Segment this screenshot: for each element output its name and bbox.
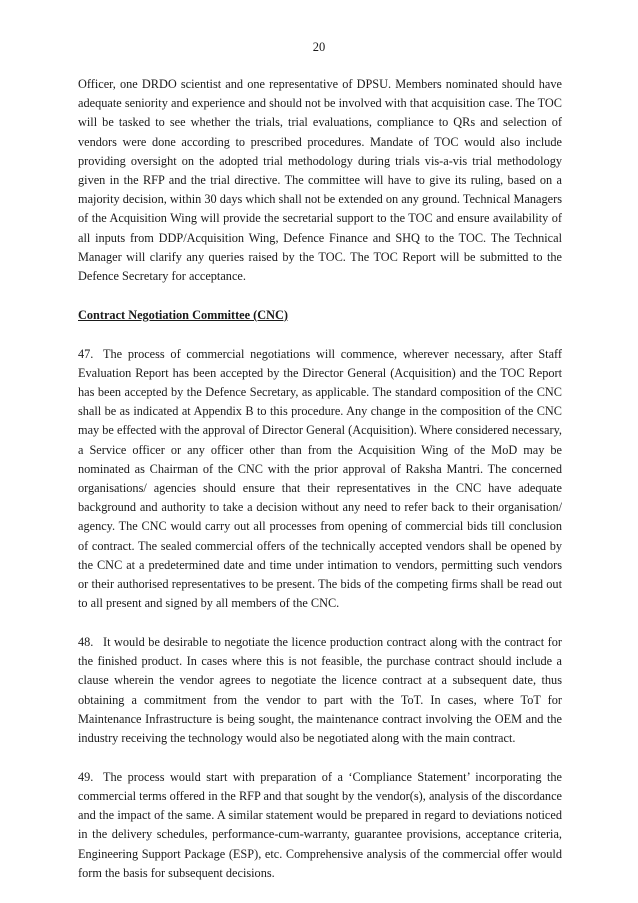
paragraph-number: 48.	[78, 635, 94, 650]
paragraph-number: 47.	[78, 346, 94, 361]
paragraph-text: The process of commercial negotiations will commence, wherever necessary, after Staff Evaluation Report has been accepted by the Director General (Acquisition) and the TOC Report has been accepted by the Defence Secretary, as applicable. The standard composition of the CNC shall be as indicated at Appendix B to this procedure. Any change in the composition of the CNC may be effected with the approval of Director General (Acquisition). Where considered necessary, a Service officer or any officer other than from the Acquisition Wing of the MoD may be nominated as Chairman of the CNC with the prior approval of Raksha Mantri. The concerned organisations/ agencies should ensure that their representatives in the CNC have adequate background and authority to take a decision without any need to refer back to their organisation/ agency. The CNC would carry out all processes from opening of commercial bids till conclusion of contract. The sealed commercial offers of the technically accepted vendors shall be opened by the CNC at a predetermined date and time under intimation to vendors, permitting such vendors or their authorised representatives to be present. The bids of the competing firms shall be read out to all present and signed by all members of the CNC.	[78, 346, 562, 611]
paragraph-number: 49.	[78, 769, 94, 784]
document-body	[78, 75, 562, 903]
section-heading-wrapper	[78, 306, 562, 325]
paragraph-text: The process would start with preparation of a ‘Compliance Statement’ incorporating the commercial terms offered in the RFP and that sought by the vendor(s), analysis of the discordance and the impact of the same. A similar statement would be prepared in regard to deviations noticed in the delivery schedules, performance-cum-warranty, guarantee provisions, acceptance criteria, Engineering Support Package (ESP), etc. Comprehensive analysis of the commercial offer would form the basis for subsequent decisions.	[78, 769, 562, 880]
paragraph-49	[78, 768, 562, 883]
paragraph-text: It would be desirable to negotiate the licence production contract along with the contract for the finished product. In cases where this is not feasible, the purchase contract should include a clause wherein the vendor agrees to negotiate the licence contract at a subsequent date, thus obtaining a commitment from the vendor to part with the ToT. In cases, where ToT for Maintenance Infrastructure is being sought, the maintenance contract involving the OEM and the industry receiving the technology would also be negotiated along with the main contract.	[78, 635, 562, 746]
page-number: 20	[312, 40, 326, 54]
paragraph-48	[78, 633, 562, 748]
paragraph-47	[78, 345, 562, 614]
section-heading: Contract Negotiation Committee (CNC)	[78, 307, 289, 322]
paragraph-continuation: Officer, one DRDO scientist and one representative of DPSU. Members nominated should have adequate seniority and experience and should not be involved with that acquisition case. The TOC will be tasked to see whether the trials, trial evaluations, compliance to QRs and selection of vendors were done according to prescribed procedures. Mandate of TOC would also include providing oversight on the adopted trial methodology during trials vis-a-vis trial methodology given in the RFP and the trial directive. The committee will have to give its ruling, based on a majority decision, within 30 days which shall not be extended on any ground. Technical Managers of the Acquisition Wing will provide the secretarial support to the TOC and ensure availability of all inputs from DDP/Acquisition Wing, Defence Finance and SHQ to the TOC. The Technical Manager will clarify any queries raised by the TOC. The TOC Report will be submitted to the Defence Secretary for acceptance.	[78, 77, 562, 284]
